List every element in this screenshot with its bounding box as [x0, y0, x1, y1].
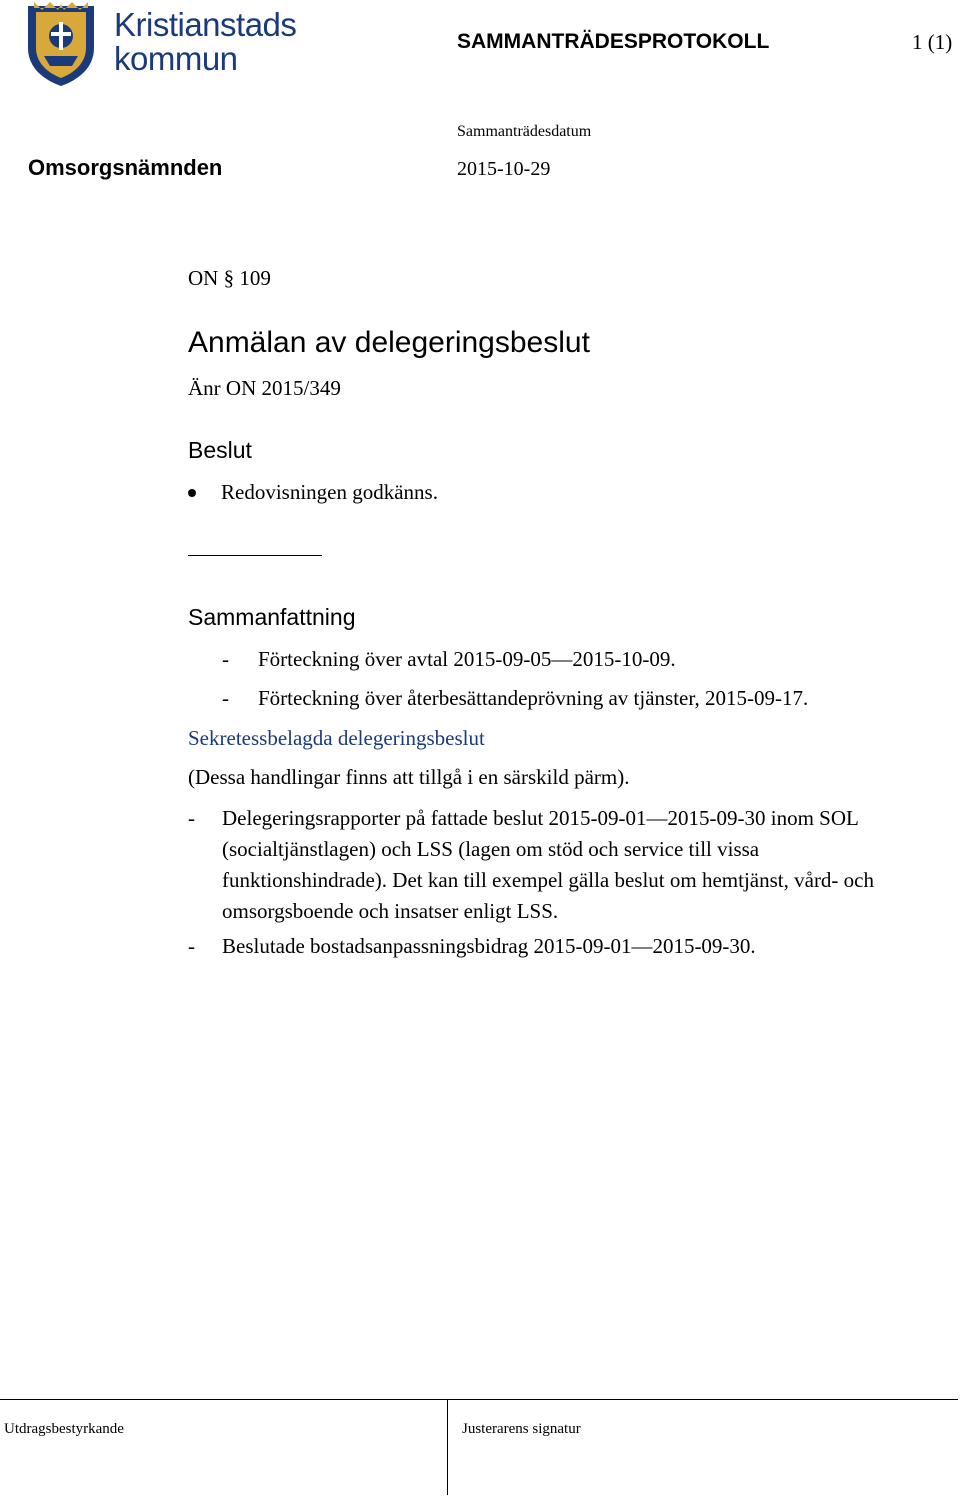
confidential-note: (Dessa handlingar finns att tillgå i en särskild pärm). — [188, 765, 630, 789]
list-dash: - — [222, 647, 229, 671]
list-dash: - — [222, 686, 229, 710]
paragraph-reference: ON § 109 — [188, 266, 271, 290]
page-title: Anmälan av delegeringsbeslut — [188, 326, 590, 359]
confidential-heading: Sekretessbelagda delegeringsbeslut — [188, 726, 485, 750]
list-item-text: Förteckning över återbesättandeprövning av tjänster, 2015-09-17. — [258, 686, 809, 710]
coat-of-arms-icon — [22, 2, 100, 88]
case-number: Änr ON 2015/349 — [188, 376, 341, 400]
page-number: 1 (1) — [912, 30, 953, 54]
document-type: SAMMANTRÄDESPROTOKOLL — [457, 30, 770, 53]
section-divider — [188, 555, 322, 556]
list-item-text: Förteckning över avtal 2015-09-05—2015-10-09. — [258, 647, 676, 671]
decision-text: Redovisningen godkänns. — [221, 480, 438, 504]
logo-text-line1: Kristianstads — [114, 6, 297, 43]
footer-divider — [0, 1399, 958, 1400]
municipality-logo — [22, 2, 302, 88]
adjuster-signature-label: Justerarens signatur — [462, 1421, 581, 1437]
list-dash: - — [188, 806, 195, 830]
meeting-date: 2015-10-29 — [457, 158, 551, 180]
summary-heading: Sammanfattning — [188, 604, 356, 630]
meeting-date-label: Sammanträdesdatum — [457, 123, 592, 140]
list-item-text: Beslutade bostadsanpassningsbidrag 2015-09-01—2015-09-30. — [222, 934, 756, 958]
list-item-text: Delegeringsrapporter på fattade beslut 2015-09-01—2015-09-30 inom SOL (socialtjänstlagen) och LSS (lagen om stöd och service till vissa funktionshindrade). Det kan till exempel gälla beslut om hemtjänst, vård- och omsorgsboende och insatser enligt LSS. — [222, 806, 874, 923]
certification-label: Utdragsbestyrkande — [4, 1421, 124, 1437]
bullet-icon — [188, 489, 196, 497]
committee-name: Omsorgsnämnden — [28, 155, 223, 180]
decision-heading: Beslut — [188, 437, 252, 463]
logo-text-line2: kommun — [114, 40, 238, 77]
footer-column-divider — [447, 1399, 448, 1495]
list-dash: - — [188, 934, 195, 958]
